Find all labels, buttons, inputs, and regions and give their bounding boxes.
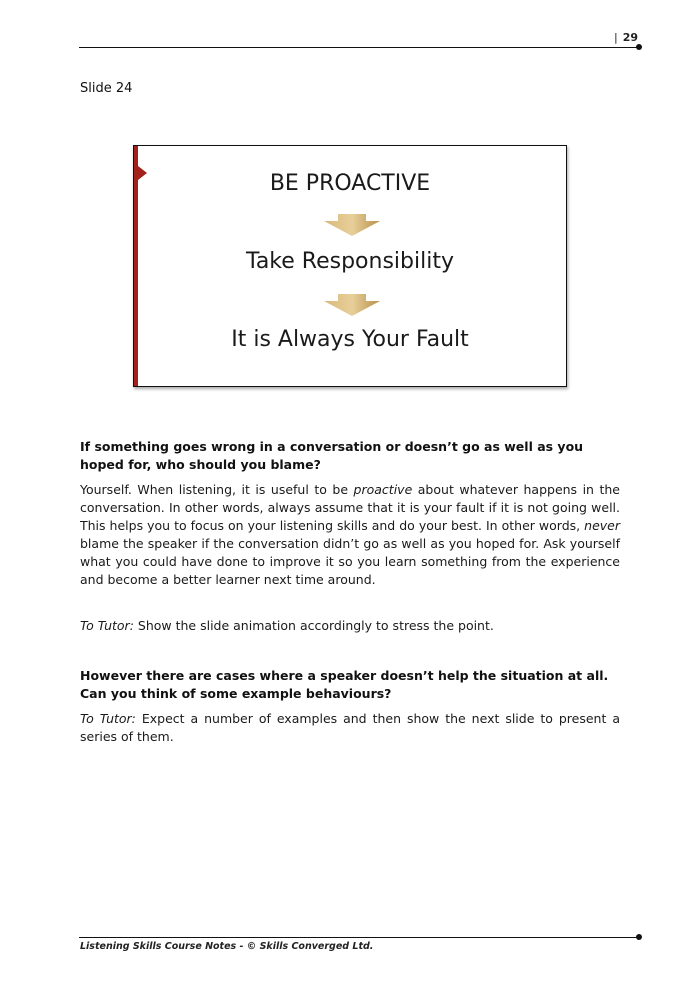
answer-text-a: Yourself. When listening, it is useful to be <box>80 482 354 497</box>
page-number-value: 29 <box>622 31 639 44</box>
tutor-note-1 <box>80 617 620 635</box>
slide-line-3: It is Always Your Fault <box>231 327 469 352</box>
answer-paragraph <box>80 481 620 589</box>
footer-text: Listening Skills Course Notes - © Skills Converged Ltd. <box>80 941 374 952</box>
question-1: If something goes wrong in a conversation or doesn’t go as well as you hoped for, who should you blame? <box>80 439 584 472</box>
answer-emphasis-proactive: proactive <box>353 482 413 497</box>
tutor-text: Show the slide animation accordingly to stress the point. <box>133 618 494 633</box>
tutor-label: To Tutor: <box>80 618 134 633</box>
down-arrow-icon <box>324 294 380 316</box>
tutor-label: To Tutor: <box>80 711 136 726</box>
down-arrow-icon <box>324 214 380 236</box>
page-number <box>614 31 638 44</box>
slide-line-1: BE PROACTIVE <box>269 171 431 196</box>
answer-text-b: about whatever happens in the conversation. In other words, always assume that it is your fault if it is not going well. This helps you to focus on your listening skills and do your best. In other words, <box>80 482 620 533</box>
answer-emphasis-never: never <box>584 518 620 533</box>
answer-text-c: blame the speaker if the conversation didn’t go as well as you hoped for. Ask yourself what you could have done to improve it so you learn something from the experience and become a better learner next time around. <box>80 536 620 587</box>
slide-line-2: Take Responsibility <box>246 249 454 274</box>
tutor-note-2 <box>80 710 620 746</box>
footer-rule-dot <box>636 934 642 940</box>
header-rule <box>79 47 637 48</box>
question-2: However there are cases where a speaker doesn’t help the situation at all. Can you think of some example behaviours? <box>80 668 609 701</box>
footer-rule <box>79 937 637 938</box>
slide-heading: Slide 24 <box>80 81 133 96</box>
tutor-text: Expect a number of examples and then show the next slide to present a series of them. <box>80 711 620 744</box>
slide-thumbnail <box>133 145 567 387</box>
page-number-separator: | <box>614 31 618 44</box>
header-rule-dot <box>636 44 642 50</box>
